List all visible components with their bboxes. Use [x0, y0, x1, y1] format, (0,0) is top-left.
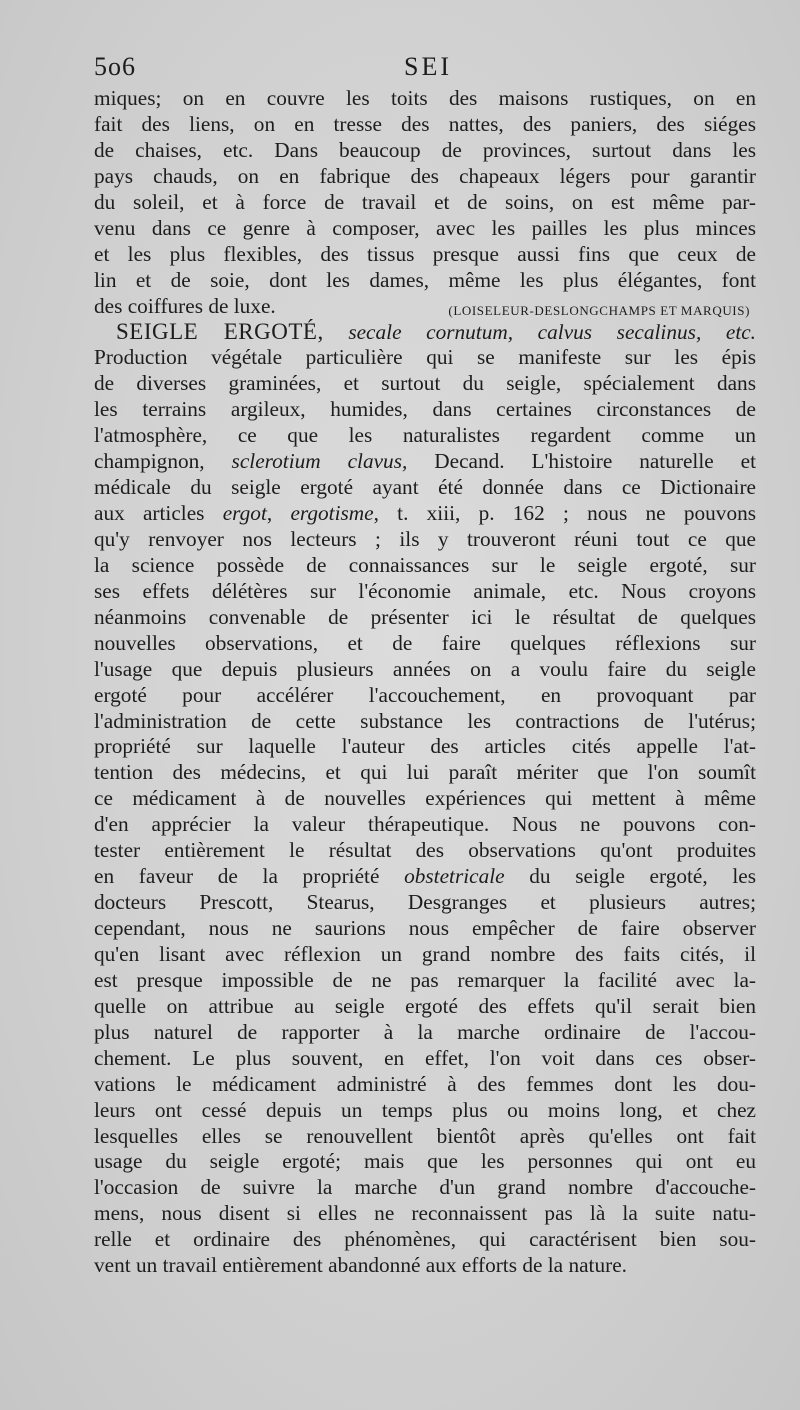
- text-line: l'administration de cette substance les contractions de l'utérus;: [94, 708, 756, 733]
- text-line: tention des médecins, et qui lui paraît mériter que l'on soumît: [94, 760, 756, 785]
- text-line: l'occasion de suivre la marche d'un grand nombre d'accouche-: [94, 1175, 756, 1200]
- text-segment: , t. xiii, p. 162 ; nous ne pouvons: [373, 501, 757, 525]
- text-line: [94, 501, 756, 527]
- signature-line: [94, 294, 756, 320]
- text-line: ergoté pour accélérer l'accouchement, en provoquant par: [94, 682, 756, 707]
- text-line: miques; on en couvre les toits des maisons rustiques, on en: [94, 86, 756, 110]
- text-line: relle et ordinaire des phénomènes, qui caractérisent bien sou-: [94, 1227, 756, 1252]
- text-line: [94, 449, 756, 475]
- text-line: cependant, nous ne saurions nous empêcher de faire observer: [94, 916, 756, 940]
- text-line: ce médicament à de nouvelles expériences qui mettent à même: [94, 786, 756, 811]
- text-line: du soleil, et à force de travail et de soins, on est même par-: [94, 189, 756, 214]
- text-line: chement. Le plus souvent, en effet, l'on voit dans ces obser-: [94, 1045, 756, 1070]
- text-line: venu dans ce genre à composer, avec les pailles les plus minces: [94, 215, 756, 240]
- text-line: et les plus flexibles, des tissus presque aussi fins que ceux de: [94, 241, 756, 266]
- page-header: [94, 52, 762, 86]
- article-reference: ergot: [222, 501, 267, 525]
- text-line: de diverses graminées, et surtout du seigle, spécialement dans: [94, 371, 756, 396]
- running-head: SEI: [404, 52, 452, 81]
- text-line: mens, nous disent si elles ne reconnaissent pas là la suite natu-: [94, 1201, 756, 1226]
- text-line: lesquelles elles se renouvellent bientôt après qu'elles ont fait: [94, 1123, 756, 1148]
- text-line: pays chauds, on en fabrique des chapeaux légers pour garantir: [94, 163, 756, 188]
- author-signature: (LOISELEUR-DESLONGCHAMPS ET MARQUIS): [448, 302, 750, 318]
- text-segment: du seigle ergoté, les: [529, 864, 757, 889]
- emphasis: obstetricale: [404, 864, 505, 889]
- article-reference: ergotisme: [290, 501, 374, 525]
- text-line: propriété sur laquelle l'auteur des articles cités appelle l'at-: [94, 734, 756, 759]
- text-line: tester entièrement le résultat des observations qu'ont produites: [94, 838, 756, 863]
- text-segment: ,: [266, 501, 273, 525]
- text-line: les terrains argileux, humides, dans certaines circonstances de: [94, 397, 756, 422]
- text-line: l'atmosphère, ce que les naturalistes regardent comme un: [94, 423, 756, 448]
- entry-headword: SEIGLE ERGOTÉ,: [116, 319, 324, 345]
- text-line: docteurs Prescott, Stearus, Desgranges et plusieurs autres;: [94, 890, 756, 915]
- page-number: 5o6: [94, 52, 136, 81]
- text-line: leurs ont cessé depuis un temps plus ou moins long, et chez: [94, 1097, 756, 1122]
- text-line: [94, 864, 756, 890]
- text-line: est presque impossible de ne pas remarquer la facilité avec la-: [94, 967, 756, 992]
- text-line: l'usage que depuis plusieurs années on a voulu faire du seigle: [94, 656, 756, 681]
- text-line: médicale du seigle ergoté ayant été donnée dans ce Dictionaire: [94, 475, 756, 500]
- text-line: fait des liens, on en tresse des nattes, des paniers, des siéges: [94, 111, 756, 136]
- text-segment: en faveur de la propriété: [94, 864, 380, 889]
- entry-synonyms: secale cornutum, calvus secalinus, etc.: [348, 320, 757, 345]
- body-text: [94, 86, 756, 1279]
- text-line: plus naturel de rapporter à la marche ordinaire de l'accou-: [94, 1019, 756, 1044]
- text-line: nouvelles observations, et de faire quelques réflexions sur: [94, 630, 756, 655]
- species-name: sclerotium clavus,: [231, 449, 408, 474]
- text-line: la science possède de connaissances sur le seigle ergoté, sur: [94, 552, 756, 577]
- text-line: vent un travail entièrement abandonné aux efforts de la nature.: [94, 1253, 627, 1278]
- text-line: Production végétale particulière qui se manifeste sur les épis: [94, 345, 756, 370]
- text-line: lin et de soie, dont les dames, même les plus élégantes, font: [94, 267, 756, 292]
- text-line-end: des coiffures de luxe.: [94, 293, 276, 318]
- text-line: de chaises, etc. Dans beaucoup de provinces, surtout dans les: [94, 137, 756, 162]
- text-segment: aux articles: [94, 501, 205, 525]
- text-line: vations le médicament administré à des femmes dont les dou-: [94, 1071, 756, 1096]
- text-line: quelle on attribue au seigle ergoté des effets qu'il serait bien: [94, 993, 756, 1018]
- text-segment: Decand. L'histoire naturelle et: [434, 449, 756, 474]
- text-line: d'en apprécier la valeur thérapeutique. Nous ne pouvons con-: [94, 812, 756, 837]
- text-line: néanmoins convenable de présenter ici le résultat de quelques: [94, 604, 756, 629]
- text-line: qu'en lisant avec réflexion un grand nombre des faits cités, il: [94, 941, 756, 966]
- entry-heading-line: [94, 319, 756, 345]
- text-segment: champignon,: [94, 449, 205, 474]
- text-line: qu'y renvoyer nos lecteurs ; ils y trouveront réuni tout ce que: [94, 526, 756, 551]
- text-line: usage du seigle ergoté; mais que les personnes qui ont eu: [94, 1149, 756, 1174]
- text-line: ses effets délétères sur l'économie animale, etc. Nous croyons: [94, 578, 756, 603]
